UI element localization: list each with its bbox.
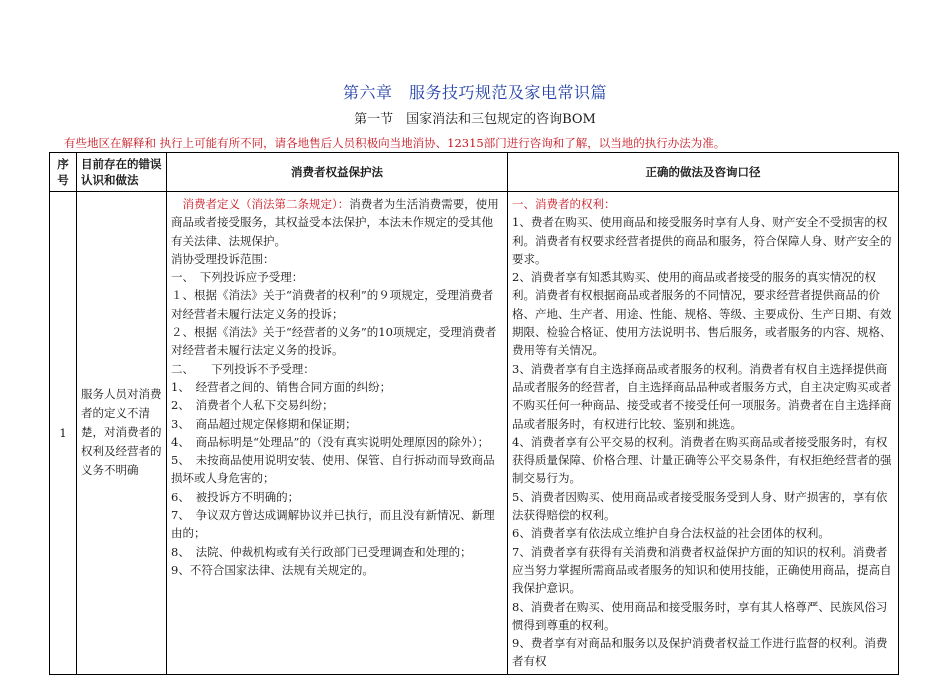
header-correct: 正确的做法及咨询口径 (508, 153, 899, 192)
row-error-description: 服务人员对消费者的定义不清楚，对消费者的权利及经营者的义务不明确 (77, 192, 167, 675)
law-line: １、根据《消法》关于“消费者的权利”的９项规定，受理消费者对经营者未履行法定义务的投诉； (171, 288, 494, 321)
consumer-definition (171, 195, 503, 250)
consultation-table (49, 152, 899, 675)
right-line: 2、消费者享有知悉其购买、使用的商品或者接受的服务的真实情况的权利。消费者有权根据商品或者服务的不同情况，要求经营者提供商品的价格、产地、生产者、用途、性能、规格、等级、主要成份、生产日期、有效期限、检验合格证、使用方法说明书、售后服务，或者服务的内容、规格、费用等有关情况。 (512, 270, 892, 358)
law-line: 3、 商品超过规定保修期和保证期； (171, 416, 357, 431)
law-line: 6、 被投诉方不明确的； (171, 489, 300, 504)
law-line: 1、 经营者之间的、销售合同方面的纠纷； (171, 379, 392, 394)
header-law: 消费者权益保护法 (167, 153, 508, 192)
law-line: 一、 下列投诉应予受理： (171, 270, 304, 285)
law-line: 7、 争议双方曾达成调解协议并已执行，而且没有新情况、新理由的； (171, 508, 495, 541)
chapter-title: 第六章 服务技巧规范及家电常识篇 (342, 83, 607, 102)
header-errors: 目前存在的错误认识和做法 (77, 153, 167, 192)
law-line: 二、 下列投诉不予受理： (171, 361, 315, 376)
definition-text: 消费者为生活消费需要，使用商品或者接受服务，其权益受本法保护，本法未作规定的受其他有关法律、法规保护。 (171, 197, 499, 248)
correct-lines (512, 213, 894, 670)
law-line: 消协受理投诉范围： (171, 251, 275, 266)
law-line: 9、不符合国家法律、法规有关规定的。 (171, 562, 374, 577)
definition-heading: 消费者定义（消法第二条规定）： (171, 197, 350, 211)
law-line: ２、根据《消法》关于“经营者的义务”的10项规定，受理消费者对经营者未履行法定义务的投诉。 (171, 325, 497, 358)
notice-text: 有些地区在解释和 执行上可能有所不同，请各地售后人员积极向当地消协、12315部门进行咨询和了解，以当地的执行办法为准。 (64, 136, 726, 150)
row-correct-cell (508, 192, 899, 675)
rights-heading: 一、消费者的权利： (512, 197, 616, 211)
table-header-row (50, 153, 899, 192)
law-line: 2、 消费者个人私下交易纠纷； (171, 398, 334, 413)
right-line: 8、消费者在购买、使用商品和接受服务时，享有其人格尊严、民族风俗习惯得到尊重的权利。 (512, 599, 888, 632)
right-line: 9、费者享有对商品和服务以及保护消费者权益工作进行监督的权利。消费者有权 (512, 636, 888, 669)
law-line: 5、 未按商品使用说明安装、使用、保管、自行拆动而导致商品损坏或人身危害的； (171, 453, 495, 486)
law-line: 4、 商品标明是“处理品”的（没有真实说明处理原因的除外）； (171, 434, 490, 449)
law-lines (171, 250, 503, 579)
law-line: 8、 法院、仲裁机构或有关行政部门已受理调查和处理的； (171, 544, 472, 559)
right-line: 5、消费者因购买、使用商品或者接受服务受到人身、财产损害的，享有依法获得赔偿的权利。 (512, 489, 888, 523)
section-title: 第一节 国家消法和三包规定的咨询BOM (354, 112, 596, 127)
table-row (50, 192, 899, 675)
right-line: 4、消费者享有公平交易的权利。消费者在购买商品或者接受服务时，有权获得质量保障、价格合理、计量正确等公平交易条件，有权拒绝经营者的强制交易行为。 (512, 434, 892, 486)
right-line: 3、消费者享有自主选择商品或者服务的权利。消费者有权自主选择提供商品或者服务的经营者，自主选择商品品种或者服务方式，自主决定购买或者不购买任何一种商品、接受或者不接受任何一项服务。消费者在自主选择商品或者服务时，有权进行比较、鉴别和挑选。 (512, 361, 892, 431)
right-line: 7、消费者享有获得有关消费和消费者权益保护方面的知识的权利。消费者应当努力掌握所需商品或者服务的知识和使用技能，正确使用商品，提高自我保护意识。 (512, 544, 892, 596)
row-seq: 1 (50, 192, 77, 675)
header-seq: 序号 (50, 153, 77, 192)
right-line: 1、费者在购买、使用商品和接受服务时享有人身、财产安全不受损害的权利。消费者有权要求经营者提供的商品和服务，符合保障人身、财产安全的要求。 (512, 215, 892, 266)
row-law-cell (167, 192, 508, 675)
right-line: 6、消费者享有依法成立维护自身合法权益的社会团体的权利。 (512, 526, 830, 541)
